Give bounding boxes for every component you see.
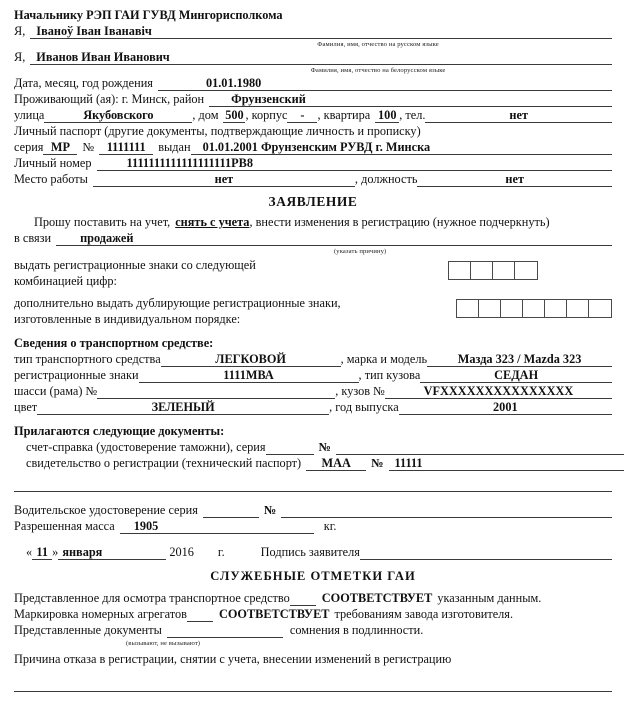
docs-authenticity-input[interactable] bbox=[167, 623, 283, 638]
duplicate-cell[interactable] bbox=[523, 300, 545, 317]
invoice-row bbox=[14, 440, 624, 455]
residence-input[interactable]: Фрунзенский bbox=[209, 92, 612, 107]
invoice-number-label: № bbox=[318, 440, 331, 454]
invoice-label: счет-справка (удостоверение таможни), серия bbox=[26, 440, 266, 454]
passport-series-row bbox=[14, 140, 612, 155]
work-label: Место работы bbox=[14, 172, 88, 186]
signature-label: Подпись заявителя bbox=[260, 545, 360, 559]
marking-blank[interactable] bbox=[187, 607, 213, 622]
phone-label: , тел. bbox=[399, 108, 426, 122]
mass-label: Разрешенная масса bbox=[14, 519, 115, 533]
duplicate-cell[interactable] bbox=[457, 300, 479, 317]
request-pre-text: Прошу поставить на учет, bbox=[34, 215, 171, 229]
vehicle-color-row bbox=[14, 400, 612, 415]
month-input[interactable]: января bbox=[58, 545, 166, 560]
ya-label-ru: Я, bbox=[14, 50, 26, 64]
building-label: , корпус bbox=[245, 108, 288, 122]
work-input[interactable]: нет bbox=[93, 172, 355, 187]
official-marks-title: СЛУЖЕБНЫЕ ОТМЕТКИ ГАИ bbox=[210, 569, 416, 583]
duplicate-digit-grid[interactable] bbox=[456, 299, 612, 318]
inspection-value[interactable]: СООТВЕТСТВУЕТ bbox=[321, 591, 433, 605]
vehicle-type-row bbox=[14, 352, 612, 367]
refusal-reason-text: Причина отказа в регистрации, снятии с учета, внесении изменений в регистрацию bbox=[14, 652, 452, 666]
docs-pre-text: Представленные документы bbox=[14, 623, 162, 637]
reason-input[interactable]: продажей bbox=[56, 231, 612, 246]
day-input[interactable]: 11 bbox=[32, 545, 52, 560]
plates-cell[interactable] bbox=[515, 262, 537, 279]
request-post-text: , внести изменения в регистрацию (нужное подчеркнуть) bbox=[249, 215, 550, 229]
year-suffix: г. bbox=[217, 545, 225, 559]
license-number-label: № bbox=[263, 503, 277, 517]
request-underlined-option[interactable]: снять с учета bbox=[175, 215, 250, 229]
birth-row bbox=[14, 76, 612, 91]
documents-section-title: Прилагаются следующие документы: bbox=[14, 424, 225, 438]
vehicle-plates-input[interactable]: 1111МВА bbox=[139, 368, 359, 383]
plates-block bbox=[14, 257, 612, 289]
vehicle-color-label: цвет bbox=[14, 400, 38, 414]
vehicle-chassis-label: шасси (рама) № bbox=[14, 384, 98, 398]
plates-grid-wrap bbox=[448, 257, 612, 280]
personal-number-row bbox=[14, 156, 612, 171]
addressee-text: Начальнику РЭП ГАИ ГУВД Мингорисполкома bbox=[14, 8, 283, 22]
phone-input[interactable]: нет bbox=[425, 108, 612, 123]
addressee-row bbox=[14, 8, 612, 23]
certificate-row bbox=[14, 456, 624, 471]
plates-cell[interactable] bbox=[493, 262, 515, 279]
certificate-number-input[interactable]: 11111 bbox=[389, 456, 624, 471]
residence-label: Проживающий (ая): г. Минск, район bbox=[14, 92, 205, 106]
license-number-input[interactable] bbox=[281, 503, 612, 518]
vehicle-year-label: , год выпуска bbox=[329, 400, 399, 414]
caption-russian-language: Фамилия, имя, отчество на русском языке bbox=[317, 41, 439, 48]
mass-row bbox=[14, 519, 612, 534]
name-be-row bbox=[14, 24, 612, 39]
refusal-blank-row bbox=[14, 678, 612, 692]
mass-unit-label: кг. bbox=[323, 519, 337, 533]
building-input[interactable]: - bbox=[287, 108, 317, 123]
vehicle-year-input[interactable]: 2001 bbox=[399, 400, 612, 415]
plates-line-1: выдать регистрационные знаки со следующей bbox=[14, 258, 256, 272]
invoice-number-input[interactable] bbox=[336, 440, 624, 455]
reason-caption: (указать причину) bbox=[334, 248, 387, 255]
passport-number-input[interactable]: 1111111 bbox=[99, 140, 153, 155]
duplicate-text-wrap bbox=[14, 295, 341, 327]
refusal-reason-row bbox=[14, 652, 612, 667]
birth-input[interactable]: 01.01.1980 bbox=[158, 76, 612, 91]
signature-input[interactable] bbox=[360, 545, 612, 560]
plates-cell[interactable] bbox=[471, 262, 493, 279]
request-row bbox=[14, 215, 612, 230]
plates-text-wrap bbox=[14, 257, 256, 289]
street-label: улица bbox=[14, 108, 45, 122]
marking-row bbox=[14, 607, 612, 622]
position-input[interactable]: нет bbox=[417, 172, 612, 187]
docs-authenticity-row bbox=[14, 623, 612, 638]
issued-label: выдан bbox=[158, 140, 191, 154]
docs-post-text: сомнения в подлинности. bbox=[289, 623, 424, 637]
duplicate-cell[interactable] bbox=[589, 300, 611, 317]
duplicate-plates-block bbox=[14, 295, 612, 327]
docs-authenticity-caption: (вызывают, не вызывают) bbox=[126, 640, 201, 647]
statement-title: ЗАЯВЛЕНИЕ bbox=[268, 194, 358, 209]
street-input[interactable]: Якубовского bbox=[44, 108, 192, 123]
vehicle-type-label: тип транспортного средства bbox=[14, 352, 161, 366]
year-value[interactable]: 2016 bbox=[169, 545, 194, 559]
position-label: , должность bbox=[354, 172, 418, 186]
house-label: , дом bbox=[192, 108, 219, 122]
house-input[interactable]: 500 bbox=[225, 108, 244, 122]
duplicate-cell[interactable] bbox=[501, 300, 523, 317]
duplicate-cell[interactable] bbox=[479, 300, 501, 317]
vehicle-bodyno-input[interactable]: VFXXXXXXXXXXXXXXX bbox=[385, 384, 612, 399]
personal-number-label: Личный номер bbox=[14, 156, 92, 170]
marking-value[interactable]: СООТВЕТСТВУЕТ bbox=[218, 607, 330, 621]
vehicle-bodyno-label: , кузов № bbox=[335, 384, 385, 398]
vehicle-bodytype-input[interactable]: СЕДАН bbox=[420, 368, 612, 383]
vehicle-chassis-row bbox=[14, 384, 612, 399]
refusal-blank-line[interactable] bbox=[14, 678, 612, 692]
signature-date-row bbox=[14, 545, 612, 560]
reason-row bbox=[14, 231, 612, 246]
series-label: серия bbox=[14, 140, 44, 154]
inspection-blank[interactable] bbox=[290, 591, 316, 606]
marking-post-text: требованиям завода изготовителя. bbox=[334, 607, 514, 621]
documents-blank-line[interactable] bbox=[14, 478, 612, 492]
duplicate-cell[interactable] bbox=[545, 300, 567, 317]
quote-close: » bbox=[52, 545, 59, 559]
vehicle-chassis-input[interactable] bbox=[97, 384, 335, 399]
name-be-input[interactable]: Іваноў Іван Іванавіч bbox=[30, 24, 612, 39]
personal-number-input[interactable]: 1111111111111111111РВ8 bbox=[97, 156, 613, 171]
vehicle-section-title: Сведения о транспортном средстве: bbox=[14, 336, 214, 350]
plates-cell[interactable] bbox=[449, 262, 471, 279]
documents-blank-row bbox=[14, 478, 612, 492]
inspection-row bbox=[14, 591, 612, 606]
name-ru-input[interactable]: Иванов Иван Иванович bbox=[30, 50, 612, 65]
license-row bbox=[14, 503, 612, 518]
vehicle-make-label: , марка и модель bbox=[340, 352, 428, 366]
birth-label: Дата, месяц, год рождения bbox=[14, 76, 153, 90]
vehicle-bodytype-label: , тип кузова bbox=[358, 368, 421, 382]
plates-digit-grid[interactable] bbox=[448, 261, 538, 280]
license-label: Водительское удостоверение серия bbox=[14, 503, 198, 517]
work-row bbox=[14, 172, 612, 187]
ya-label-be: Я, bbox=[14, 24, 26, 38]
form-body bbox=[14, 8, 612, 693]
invoice-series-input[interactable] bbox=[266, 440, 314, 455]
marking-pre-text: Маркировка номерных агрегатов bbox=[14, 607, 187, 621]
mass-input[interactable]: 1905 bbox=[120, 519, 314, 534]
passport-note: Личный паспорт (другие документы, подтверждающие личность и прописку) bbox=[14, 124, 421, 138]
street-row bbox=[14, 108, 612, 123]
caption-belarusian-language: Фамилия, имя, отчество на белорусском языке bbox=[310, 67, 446, 74]
vehicle-color-input[interactable]: ЗЕЛЕНЫЙ bbox=[37, 400, 329, 415]
duplicate-line-1: дополнительно выдать дублирующие регистрационные знаки, bbox=[14, 296, 341, 310]
vehicle-plates-row bbox=[14, 368, 612, 383]
quote-open: « bbox=[26, 545, 33, 559]
certificate-series-input[interactable]: МАА bbox=[306, 456, 366, 471]
certificate-number-label: № bbox=[371, 456, 384, 470]
vehicle-type-input[interactable]: ЛЕГКОВОЙ bbox=[161, 352, 341, 367]
name-ru-row bbox=[14, 50, 612, 65]
duplicate-grid-wrap bbox=[456, 295, 612, 318]
license-series-input[interactable] bbox=[203, 503, 259, 518]
inspection-pre-text: Представленное для осмотра транспортное средство bbox=[14, 591, 290, 605]
apartment-input[interactable]: 100 bbox=[375, 108, 399, 123]
apartment-label: , квартира bbox=[317, 108, 371, 122]
vehicle-plates-label: регистрационные знаки bbox=[14, 368, 139, 382]
passport-number-label: № bbox=[82, 140, 95, 154]
issued-input[interactable]: 01.01.2001 Фрунзенским РУВД г. Минска bbox=[191, 140, 612, 155]
certificate-label: свидетельство о регистрации (технический паспорт) bbox=[26, 456, 302, 470]
vehicle-make-input[interactable]: Мазда 323 / Mazda 323 bbox=[427, 352, 612, 367]
passport-note-row bbox=[14, 124, 612, 139]
reason-label: в связи bbox=[14, 231, 52, 245]
passport-series-input[interactable]: МР bbox=[43, 140, 77, 155]
duplicate-line-2: изготовленные в индивидуальном порядке: bbox=[14, 312, 241, 326]
duplicate-cell[interactable] bbox=[567, 300, 589, 317]
residence-row bbox=[14, 92, 612, 107]
inspection-post-text: указанным данным. bbox=[437, 591, 542, 605]
plates-line-2: комбинацией цифр: bbox=[14, 274, 117, 288]
